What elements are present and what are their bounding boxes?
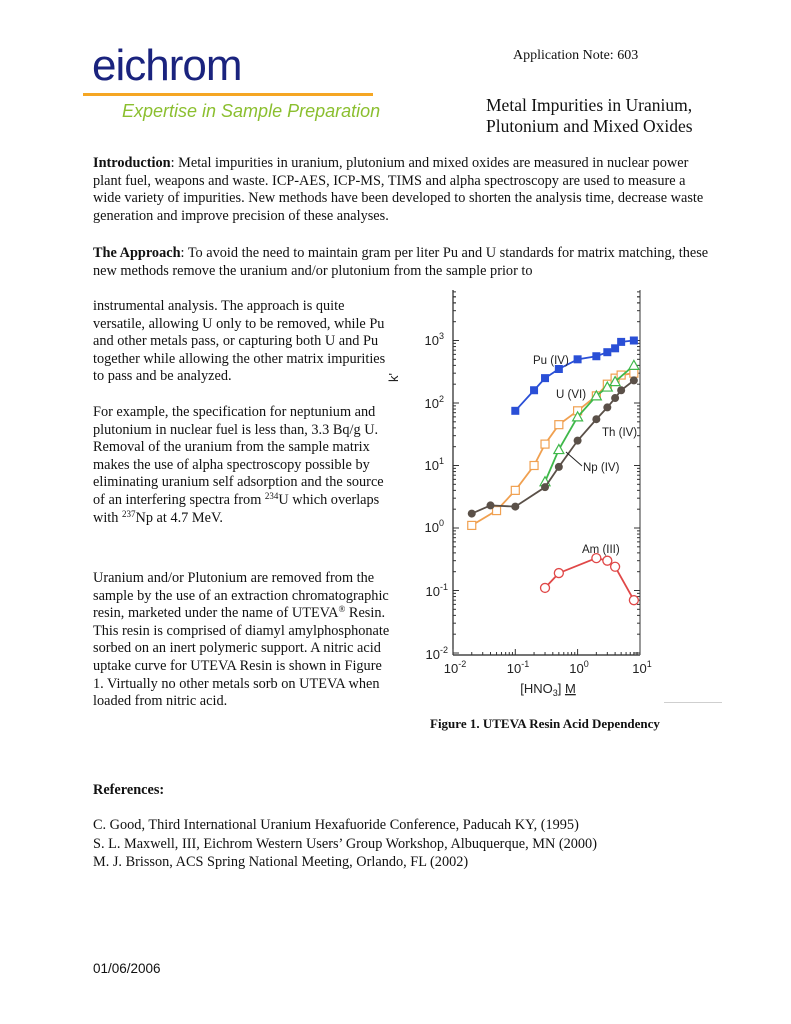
example-paragraph [93, 404, 393, 527]
svg-text:102: $10^2$ [424, 394, 444, 411]
isotope-237: 237 [122, 508, 136, 519]
svg-text:U (VI): U (VI) [556, 389, 587, 401]
x-axis-label: $[HNO_3]$ M [520, 681, 576, 698]
application-note-number: Application Note: 603 [513, 48, 639, 63]
document-title [486, 95, 693, 137]
svg-text:100: $10^0$ [569, 659, 589, 676]
logo-tagline: Expertise in Sample Preparation [122, 101, 381, 121]
document-date: 01/06/2006 [93, 961, 161, 976]
introduction-text: : Metal impurities in uranium, plutonium and mixed oxides are measured in nuclear power plant fuel, weapons and waste. ICP-AES, ICP-MS, TIMS and alpha spectroscopy are used to measure a wide variety of impurities. New methods have been developed to shorten the analysis time, decrease waste generation and improve precision of these analyses. [93, 155, 704, 224]
svg-text:10-2: $10^{-2}$ [443, 659, 467, 676]
uteva-text: Uranium and/or Plutonium are removed from the sample by the use of an extraction chromatographic resin, marketed under the name of UTEVA [93, 570, 389, 622]
reference-item: C. Good, Third International Uranium Hexafuoride Conference, Paducah KY, (1995) [93, 817, 579, 833]
title-line-2: Plutonium and Mixed Oxides [486, 116, 693, 136]
approach-text: : To avoid the need to maintain gram per liter Pu and U standards for matrix matching, these new methods remove the uranium and/or plutonium from the sample prior to [93, 245, 709, 279]
approach-paragraph [93, 245, 713, 280]
svg-text:Np (IV): Np (IV) [583, 462, 620, 474]
figure-rule [664, 702, 722, 703]
figure-caption: Figure 1. UTEVA Resin Acid Dependency [430, 716, 660, 731]
registered-mark: ® [338, 604, 346, 615]
introduction-heading: Introduction [93, 155, 171, 171]
reference-item: M. J. Brisson, ACS Spring National Meeting, Orlando, FL (2002) [93, 854, 469, 870]
svg-text:10-1: $10^{-1}$ [506, 659, 530, 676]
example-text: For example, the specification for neptunium and plutonium in nuclear fuel is less than, 3.3 Bq/g U. Removal of the uranium from the sample matrix makes the use of alpha spectroscopy possible by eliminating uranium self adsorption and the source of an interfering spectra from [93, 404, 384, 508]
example-text-b: U which overlaps with [93, 491, 380, 526]
svg-text:Pu (IV): Pu (IV) [533, 355, 569, 367]
np-pointer-arrow [566, 452, 582, 466]
isotope-234: 234 [264, 490, 279, 501]
uteva-text-b: Resin. This resin is comprised of diamyl amylphosphonate sorbed on an inert polymeric support. A nitric acid uptake curve for UTEVA Resin is shown in Figure 1. Virtually no other metals sorb on UTEVA when loaded from nitric acid. [93, 605, 390, 710]
introduction-paragraph [93, 155, 713, 225]
series-th-iv [468, 376, 638, 517]
y-tick-labels [425, 331, 448, 662]
svg-text:Th (IV): Th (IV) [602, 427, 638, 439]
approach-heading: The Approach [93, 245, 181, 261]
references-list [93, 816, 597, 872]
svg-text:10-1: $10^{-1}$ [425, 582, 448, 599]
svg-text:10-2: $10^{-2}$ [425, 645, 448, 662]
series-labels [533, 355, 637, 556]
logo-divider [83, 93, 373, 96]
svg-text:100: $10^0$ [424, 518, 444, 535]
svg-text:Am (III): Am (III) [582, 544, 620, 556]
y-axis-label: k' [386, 373, 401, 382]
references-heading: References: [93, 782, 165, 798]
x-tick-labels [444, 659, 652, 676]
svg-text:101: $10^1$ [424, 456, 444, 473]
reference-item: S. L. Maxwell, III, Eichrom Western Users’ Group Workshop, Albuquerque, MN (2000) [93, 835, 597, 852]
uteva-acid-dependency-chart [380, 280, 700, 700]
uteva-paragraph [93, 570, 393, 711]
example-text-c: Np at 4.7 MeV. [135, 509, 223, 526]
eichrom-logo: eichrom [92, 41, 242, 90]
title-line-1: Metal Impurities in Uranium, [486, 95, 693, 115]
svg-text:103: $10^3$ [424, 331, 444, 348]
approach-paragraph-continued: instrumental analysis. The approach is quite versatile, allowing U only to be removed, while Pu and other metals pass, or capturing both U and Pu together while allowing the other matrix impurities to pass and be analyzed. [93, 298, 386, 385]
x-axis-ticks [453, 649, 637, 655]
series-am-iii [541, 554, 639, 605]
svg-text:101: $10^1$ [632, 659, 652, 676]
